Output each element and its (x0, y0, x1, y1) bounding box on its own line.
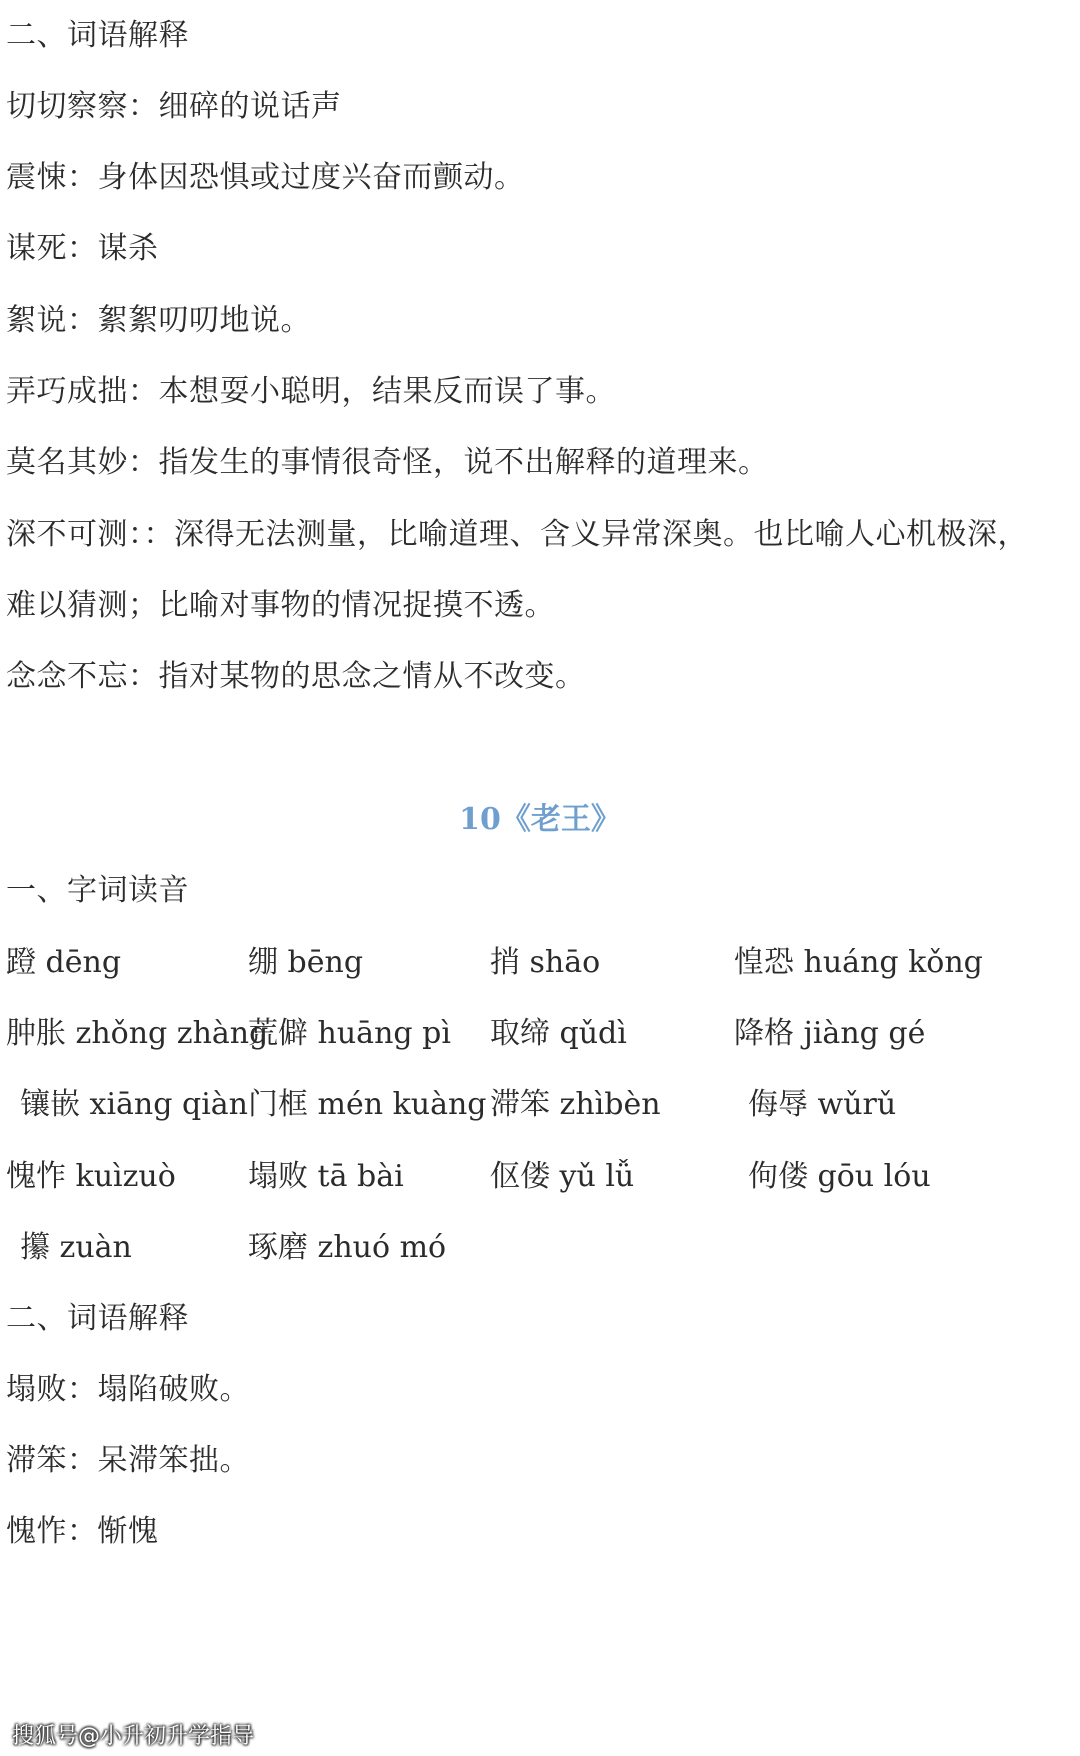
definition-line: 愧怍：惭愧 (6, 1514, 159, 1549)
pinyin-item: 伛偻 yǔ lǚ (490, 1159, 635, 1194)
pinyin-item: 侮辱 wǔrǔ (748, 1087, 897, 1122)
definition-line: 念念不忘：指对某物的思念之情从不改变。 (6, 659, 586, 694)
definition-line: 絮说：絮絮叨叨地说。 (6, 303, 311, 338)
lesson-title: 10《老王》 (459, 802, 621, 837)
pinyin-item: 攥 zuàn (20, 1230, 132, 1265)
definition-line: 谋死：谋杀 (6, 231, 159, 266)
definition-line: 难以猜测；比喻对事物的情况捉摸不透。 (6, 588, 555, 623)
pinyin-item: 佝偻 gōu lóu (748, 1159, 931, 1194)
definition-line: 弄巧成拙：本想耍小聪明，结果反而误了事。 (6, 374, 616, 409)
pinyin-item: 绷 bēng (248, 945, 364, 980)
definition-line: 切切察察：细碎的说话声 (6, 89, 342, 124)
pinyin-item: 蹬 dēng (6, 945, 122, 980)
pinyin-item: 塌败 tā bài (248, 1159, 404, 1194)
pinyin-item: 滞笨 zhìbèn (490, 1087, 661, 1122)
section-heading: 二、词语解释 (6, 1301, 189, 1336)
definition-line: 深不可测：：深得无法测量，比喻道理、含义异常深奥。也比喻人心机极深， (6, 517, 1028, 552)
pinyin-item: 捎 shāo (490, 945, 601, 980)
definition-line: 塌败：塌陷破败。 (6, 1372, 250, 1407)
pinyin-item: 愧怍 kuìzuò (6, 1159, 176, 1194)
definition-line: 莫名其妙：指发生的事情很奇怪，说不出解释的道理来。 (6, 445, 769, 480)
pinyin-item: 门框 mén kuàng (248, 1087, 487, 1122)
pinyin-item: 取缔 qǔdì (490, 1016, 627, 1051)
definition-line: 滞笨：呆滞笨拙。 (6, 1443, 250, 1478)
watermark: 搜狐号@小升初升学指导 (12, 1724, 255, 1749)
pinyin-item: 肿胀 zhǒng zhàng (6, 1016, 269, 1051)
pinyin-item: 镶嵌 xiāng qiàn (20, 1087, 249, 1122)
section-heading: 一、字词读音 (6, 873, 189, 908)
definition-line: 震悚：身体因恐惧或过度兴奋而颤动。 (6, 160, 525, 195)
pinyin-item: 荒僻 huāng pì (248, 1016, 451, 1051)
pinyin-item: 降格 jiàng gé (734, 1016, 926, 1051)
section-heading: 二、词语解释 (6, 18, 189, 53)
pinyin-item: 惶恐 huáng kǒng (734, 945, 983, 980)
pinyin-item: 琢磨 zhuó mó (248, 1230, 447, 1265)
